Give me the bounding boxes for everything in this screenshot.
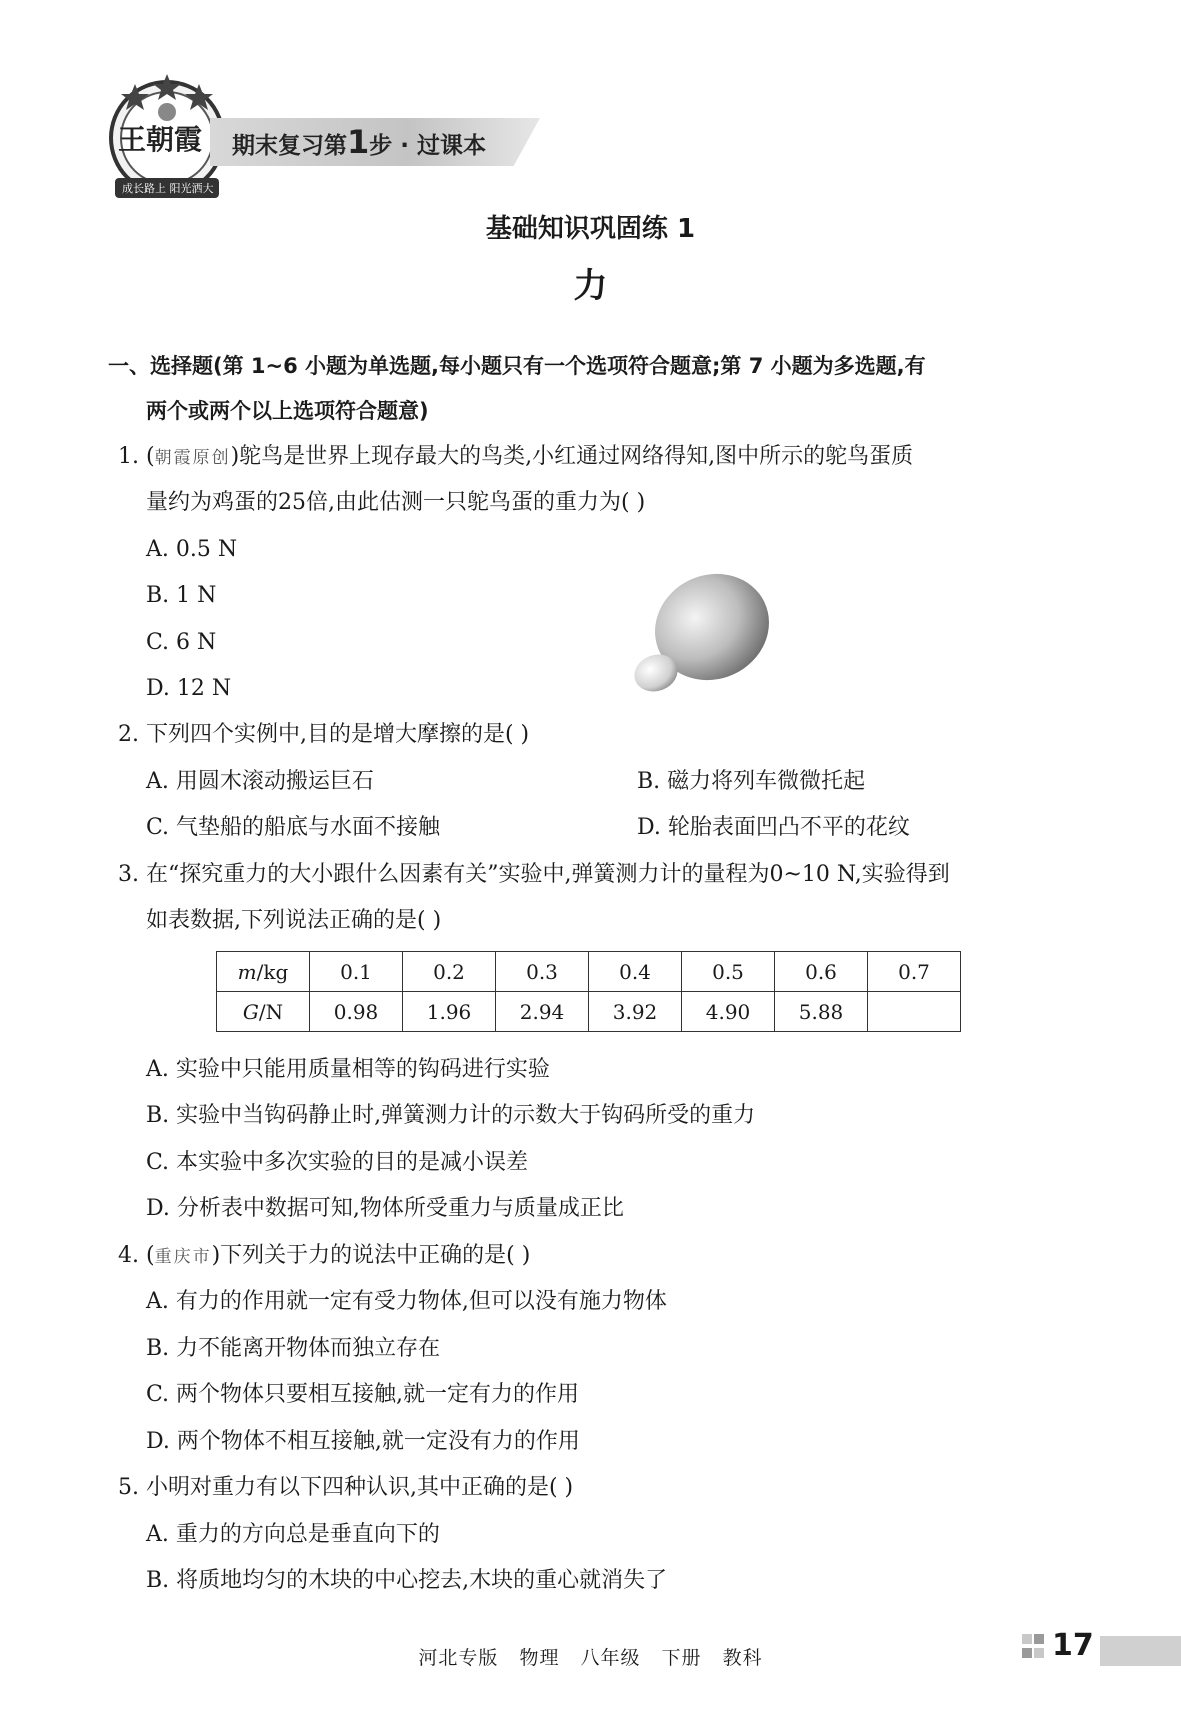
q1-source: 朝霞原创 bbox=[154, 448, 231, 468]
page-subtitle: 力 bbox=[573, 266, 608, 306]
q5-option-b: B. 将质地均匀的木块的中心挖去,木块的重心就消失了 bbox=[146, 1568, 668, 1593]
question-4 bbox=[118, 1241, 530, 1272]
table-cell: 0.5 bbox=[682, 952, 775, 992]
q1-option-d: D. 12 N bbox=[146, 676, 232, 701]
table-cell: 0.4 bbox=[589, 952, 682, 992]
q4-number: 4. ( bbox=[118, 1243, 155, 1268]
question-1-line1 bbox=[118, 442, 913, 473]
question-2: 2. 下列四个实例中,目的是增大摩擦的是( ) bbox=[118, 722, 530, 747]
banner-post: 步 · 过课本 bbox=[369, 133, 487, 159]
mass-unit: /kg bbox=[256, 959, 289, 984]
logo-slogan: 成长路上 阳光洒大 bbox=[122, 182, 214, 195]
q2-option-c: C. 气垫船的船底与水面不接触 bbox=[146, 815, 441, 840]
q3-option-a: A. 实验中只能用质量相等的钩码进行实验 bbox=[146, 1057, 550, 1082]
question-5: 5. 小明对重力有以下四种认识,其中正确的是( ) bbox=[118, 1475, 574, 1500]
page-decoration-icon bbox=[1022, 1634, 1046, 1662]
data-table bbox=[216, 951, 961, 1032]
banner-step-number: 1 bbox=[347, 123, 370, 161]
q2-option-a: A. 用圆木滚动搬运巨石 bbox=[146, 769, 374, 794]
page-title: 基础知识巩固练 1 bbox=[485, 214, 696, 244]
table-cell: 0.2 bbox=[403, 952, 496, 992]
table-cell: 4.90 bbox=[682, 992, 775, 1032]
q4-source: 重庆市 bbox=[154, 1247, 212, 1267]
weight-var: G bbox=[242, 999, 259, 1024]
logo-name: 王朝霞 bbox=[118, 123, 203, 156]
table-cell: 1.96 bbox=[403, 992, 496, 1032]
section-heading-line2: 两个或两个以上选项符合题意) bbox=[146, 399, 429, 423]
table-cell: 5.88 bbox=[775, 992, 868, 1032]
q4-text: )下列关于力的说法中正确的是( ) bbox=[211, 1243, 531, 1268]
q5-option-a: A. 重力的方向总是垂直向下的 bbox=[146, 1522, 440, 1547]
q4-option-c: C. 两个物体只要相互接触,就一定有力的作用 bbox=[146, 1382, 580, 1407]
q3-option-c: C. 本实验中多次实验的目的是减小误差 bbox=[146, 1150, 529, 1175]
table-row bbox=[217, 992, 961, 1032]
table-cell: 0.6 bbox=[775, 952, 868, 992]
mass-var: m bbox=[237, 959, 257, 984]
q2-option-b: B. 磁力将列车微微托起 bbox=[637, 769, 866, 794]
table-cell: 0.1 bbox=[310, 952, 403, 992]
q2-option-d: D. 轮胎表面凹凸不平的花纹 bbox=[637, 815, 910, 840]
table-cell: 0.98 bbox=[310, 992, 403, 1032]
banner-title bbox=[232, 122, 486, 166]
table-row bbox=[217, 952, 961, 992]
q4-option-d: D. 两个物体不相互接触,就一定没有力的作用 bbox=[146, 1429, 580, 1454]
q3-option-b: B. 实验中当钩码静止时,弹簧测力计的示数大于钩码所受的重力 bbox=[146, 1103, 756, 1128]
q1-option-b: B. 1 N bbox=[146, 583, 217, 608]
q1-number: 1. ( bbox=[118, 444, 155, 469]
table-cell: 0.3 bbox=[496, 952, 589, 992]
section-heading-line1: 一、选择题(第 1~6 小题为单选题,每小题只有一个选项符合题意;第 7 小题为多选题,有 bbox=[108, 354, 926, 378]
q1-option-a: A. 0.5 N bbox=[146, 537, 238, 562]
question-1-line2: 量约为鸡蛋的25倍,由此估测一只鸵鸟蛋的重力为( ) bbox=[146, 490, 646, 515]
table-cell bbox=[868, 992, 961, 1032]
q1-text1: )鸵鸟是世界上现存最大的鸟类,小红通过网络得知,图中所示的鸵鸟蛋质 bbox=[230, 444, 914, 469]
banner-pre: 期末复习第 bbox=[232, 133, 347, 159]
q4-option-b: B. 力不能离开物体而独立存在 bbox=[146, 1336, 441, 1361]
page-number: 17 bbox=[1052, 1628, 1094, 1663]
question-3-line2: 如表数据,下列说法正确的是( ) bbox=[146, 908, 442, 933]
table-cell: 2.94 bbox=[496, 992, 589, 1032]
page-number-bar bbox=[1100, 1636, 1181, 1666]
footer-info: 河北专版 物理 八年级 下册 教科 bbox=[418, 1647, 763, 1669]
table-cell: 0.7 bbox=[868, 952, 961, 992]
q3-option-d: D. 分析表中数据可知,物体所受重力与质量成正比 bbox=[146, 1196, 624, 1221]
weight-unit: /N bbox=[258, 999, 284, 1024]
table-cell: 3.92 bbox=[589, 992, 682, 1032]
table-header-mass bbox=[217, 952, 310, 992]
table-header-weight bbox=[217, 992, 310, 1032]
q4-option-a: A. 有力的作用就一定有受力物体,但可以没有施力物体 bbox=[146, 1289, 667, 1314]
egg-photo bbox=[620, 555, 780, 705]
question-3-line1: 3. 在“探究重力的大小跟什么因素有关”实验中,弹簧测力计的量程为0~10 N,实验得到 bbox=[118, 862, 950, 887]
q1-option-c: C. 6 N bbox=[146, 630, 217, 655]
